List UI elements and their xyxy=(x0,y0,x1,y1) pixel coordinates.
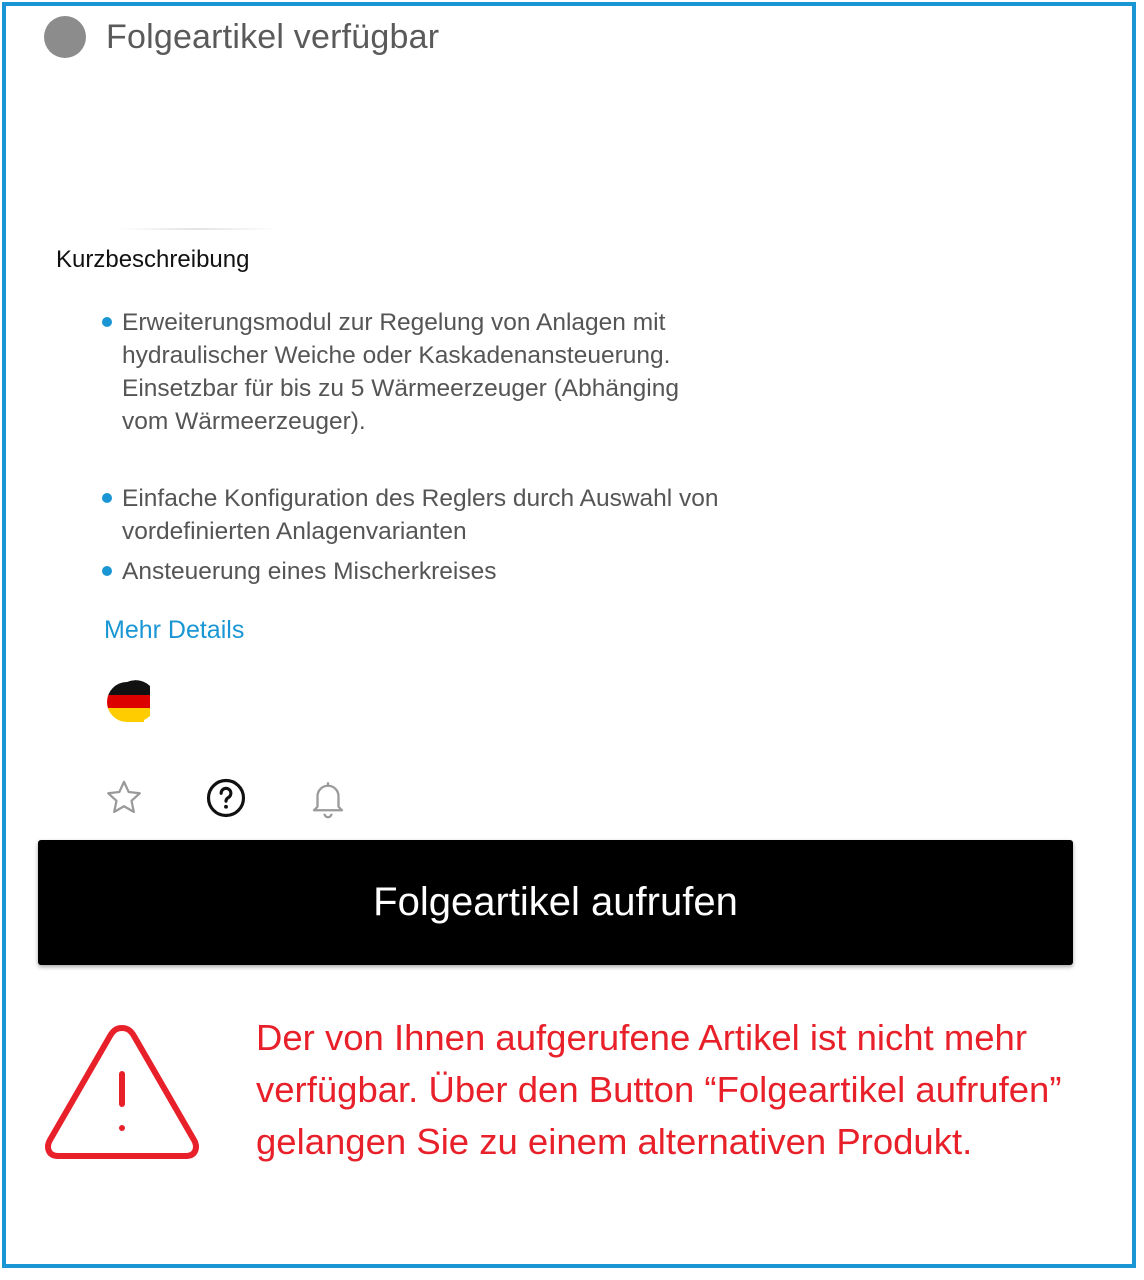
feature-list xyxy=(102,306,782,588)
bell-icon[interactable] xyxy=(306,776,350,820)
list-item xyxy=(102,482,782,548)
section-heading: Kurzbeschreibung xyxy=(56,246,250,273)
list-item-text: Erweiterungsmodul zur Regelung von Anlagen mit hydraulischer Weiche oder Kaskadenansteuerung. Einsetzbar für bis zu 5 Wärmeerzeuger (Abhänging vom Wärmeerzeuger). xyxy=(122,309,679,435)
unavailable-warning-message: Der von Ihnen aufgerufene Artikel ist nicht mehr verfügbar. Über den Button “Folgeartikel aufrufen” gelangen Sie zu einem alternativen Produkt. xyxy=(256,1017,1062,1162)
list-item xyxy=(102,306,712,438)
bullet-dot-icon xyxy=(102,566,112,576)
list-item-text: Ansteuerung eines Mischerkreises xyxy=(122,558,497,585)
more-details-link[interactable]: Mehr Details xyxy=(104,616,245,644)
availability-status xyxy=(44,16,439,58)
star-icon[interactable] xyxy=(102,776,146,820)
warning-triangle-icon xyxy=(44,1022,200,1162)
status-label: Folgeartikel verfügbar xyxy=(106,17,440,56)
open-successor-button[interactable]: Folgeartikel aufrufen xyxy=(38,840,1073,965)
bullet-dot-icon xyxy=(102,493,112,503)
help-circle-icon[interactable] xyxy=(204,776,248,820)
list-item-text: Einfache Konfiguration des Reglers durch Auswahl von vordefinierten Anlagenvarianten xyxy=(122,485,719,545)
german-flag-speech-bubble-icon[interactable] xyxy=(104,680,150,726)
status-dot-icon xyxy=(44,16,86,58)
action-icons xyxy=(102,776,350,820)
divider xyxy=(118,228,278,230)
list-item xyxy=(102,555,782,588)
bullet-dot-icon xyxy=(102,317,112,327)
